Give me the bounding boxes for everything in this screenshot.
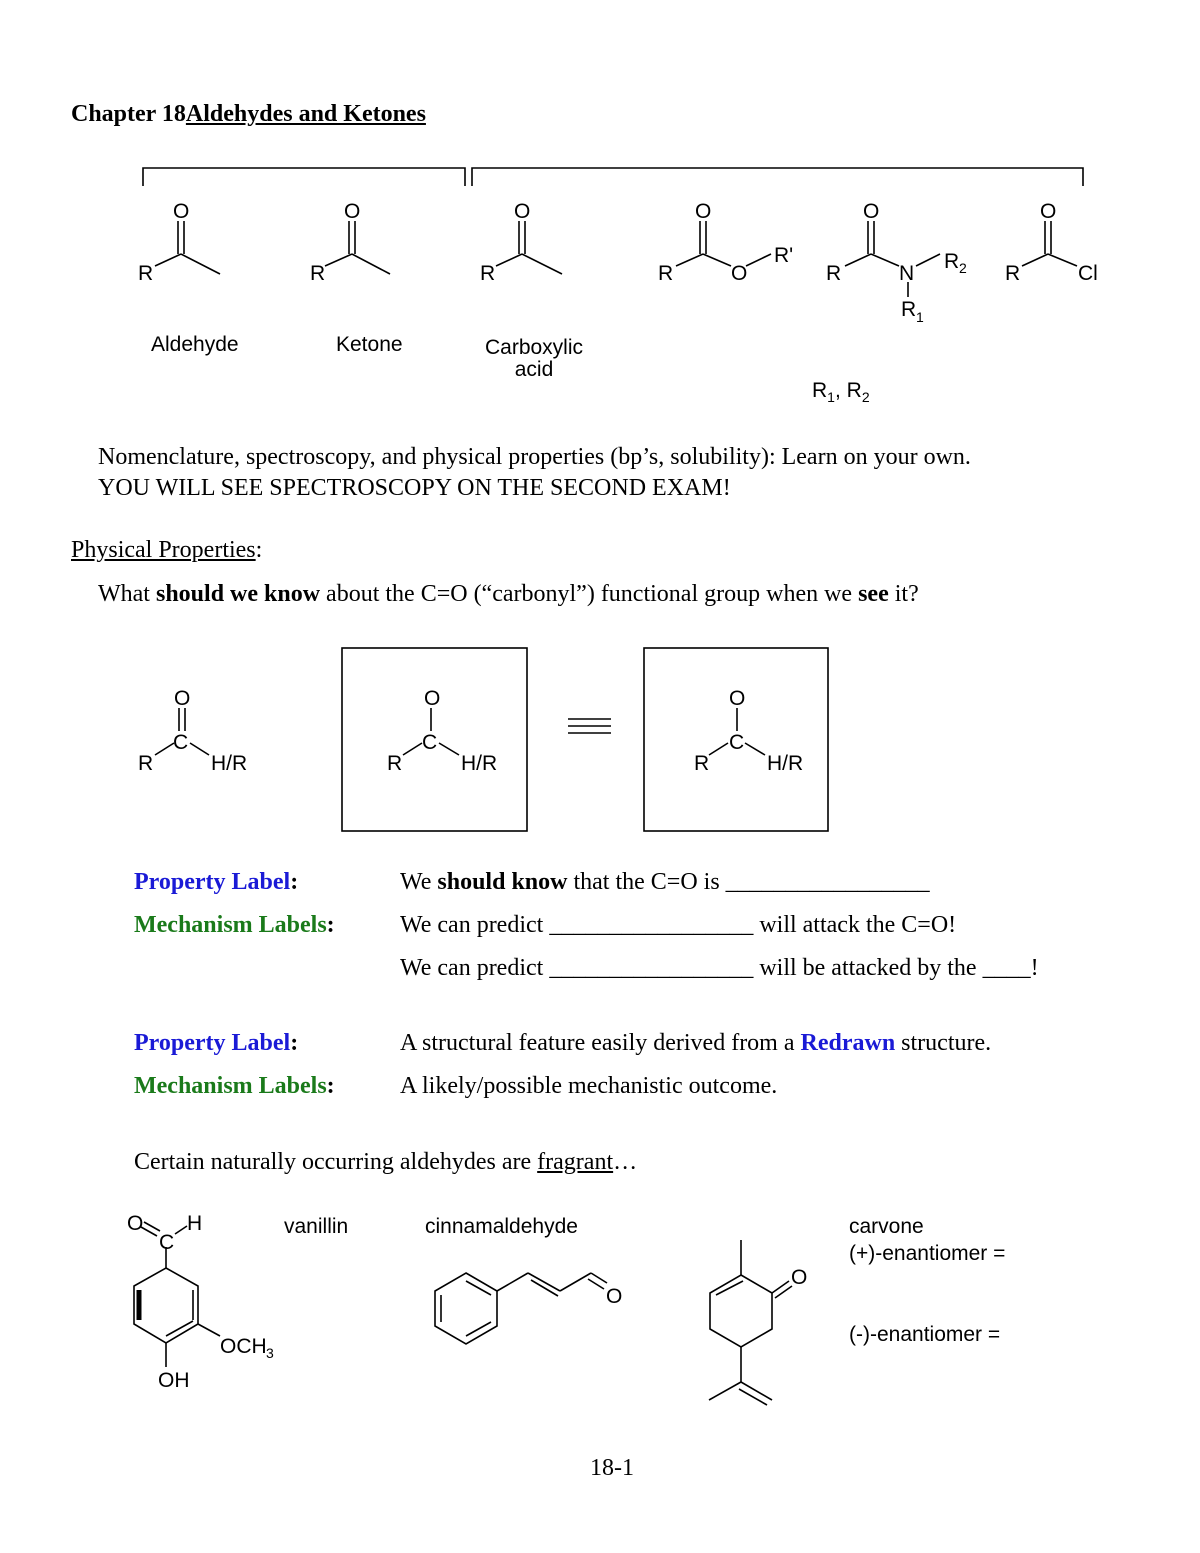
fragrant-part-1: Certain naturally occurring aldehydes are — [134, 1149, 538, 1175]
physical-properties-heading — [71, 537, 262, 564]
svg-text:R: R — [1005, 262, 1021, 285]
svg-text:R: R — [944, 250, 960, 273]
property-definition — [400, 1030, 991, 1057]
svg-text:R: R — [658, 262, 674, 285]
ester-structure — [676, 221, 771, 266]
intro-line-2: YOU WILL SEE SPECTROSCOPY ON THE SECOND EXAM! — [98, 475, 731, 501]
svg-text:R: R — [138, 262, 154, 285]
mechanism-label-1-colon: : — [326, 912, 335, 938]
carboxylic-acid-label — [478, 336, 590, 382]
svg-text:O: O — [514, 200, 531, 223]
svg-text:H/R: H/R — [767, 752, 804, 775]
acid-chloride-structure — [1022, 221, 1077, 266]
svg-text:O: O — [695, 200, 712, 223]
ketone-structure — [325, 221, 390, 274]
physical-properties-heading-colon: : — [255, 537, 263, 563]
property-label-1 — [134, 869, 298, 896]
svg-text:C: C — [159, 1231, 175, 1254]
svg-text:1: 1 — [916, 309, 924, 325]
equivalence-sign — [568, 719, 611, 733]
bracket-right — [472, 168, 1083, 186]
fragrant-underlined: fragrant — [537, 1149, 614, 1175]
r1-r2-label: $R_1$, $R_2$ — [812, 379, 870, 406]
fragrant-sentence — [134, 1149, 637, 1176]
svg-text:O: O — [729, 687, 746, 710]
svg-text:R: R — [826, 262, 842, 285]
svg-text:OCH: OCH — [220, 1335, 267, 1358]
svg-text:H/R: H/R — [461, 752, 498, 775]
svg-text:H/R: H/R — [211, 752, 248, 775]
plus-enantiomer-label: (+)-enantiomer = — [849, 1242, 1006, 1265]
property-definition-part-1: A structural feature easily derived from a — [400, 1030, 801, 1056]
svg-text:O: O — [173, 200, 190, 223]
svg-text:R: R — [138, 752, 154, 775]
svg-text:3: 3 — [266, 1345, 274, 1361]
carbonyl-question — [98, 581, 919, 608]
property-label-2-colon: : — [290, 1030, 299, 1056]
question-part-3: it? — [888, 581, 919, 607]
page-number: 18-1 — [590, 1455, 634, 1481]
property-label-1-text: Property Label — [134, 869, 291, 895]
carboxylic-acid-label-line2: acid — [514, 358, 554, 381]
property-definition-part-2: structure. — [895, 1030, 992, 1056]
svg-text:N: N — [899, 262, 915, 285]
svg-text:R': R' — [774, 244, 794, 267]
mechanism-label-2-text: Mechanism Labels — [134, 1073, 327, 1099]
mechanism-label-2-colon: : — [326, 1073, 335, 1099]
question-part-2: about the C=O (“carbonyl”) functional group when we — [320, 581, 859, 607]
svg-text:R: R — [694, 752, 710, 775]
chapter-number: Chapter 18 — [71, 101, 186, 127]
svg-text:O: O — [424, 687, 441, 710]
cinnamaldehyde-label: cinnamaldehyde — [425, 1215, 578, 1238]
mechanism-row-1: We can predict _________________ will attack the C=O! — [400, 912, 957, 938]
svg-text:OH: OH — [158, 1369, 190, 1392]
chapter-topic: Aldehydes and Ketones — [185, 101, 426, 127]
svg-text:C: C — [729, 731, 745, 754]
mechanism-row-2: We can predict _________________ will be attacked by the ____! — [400, 955, 1039, 981]
aldehyde-label: Aldehyde — [151, 333, 239, 356]
svg-text:H: H — [187, 1212, 203, 1235]
property-label-2-text: Property Label — [134, 1030, 291, 1056]
carboxylic-acid-label-line1: Carboxylic — [484, 336, 584, 359]
question-bold-1: should we know — [155, 581, 321, 607]
svg-text:2: 2 — [959, 260, 967, 276]
svg-text:O: O — [1040, 200, 1057, 223]
mechanism-label-1-text: Mechanism Labels — [134, 912, 327, 938]
property-definition-redrawn: Redrawn — [800, 1030, 896, 1056]
svg-text:O: O — [344, 200, 361, 223]
physical-properties-heading-text: Physical Properties — [71, 537, 256, 563]
ketone-label: Ketone — [336, 333, 403, 356]
svg-text:R: R — [901, 298, 917, 321]
row1-bold: should know — [437, 869, 568, 895]
svg-text:O: O — [863, 200, 880, 223]
carvone-label: carvone — [849, 1215, 924, 1238]
svg-text:C: C — [422, 731, 438, 754]
question-part-1: What — [98, 581, 156, 607]
svg-text:O: O — [606, 1285, 623, 1308]
svg-text:O: O — [791, 1266, 808, 1289]
cinnamaldehyde-structure — [435, 1273, 607, 1344]
svg-text:R: R — [480, 262, 496, 285]
amide-structure — [845, 221, 940, 297]
carboxylic-acid-structure — [496, 221, 562, 274]
intro-line-1: Nomenclature, spectroscopy, and physical properties (bp’s, solubility): Learn on your own. — [98, 444, 971, 470]
mechanism-definition: A likely/possible mechanistic outcome. — [400, 1073, 778, 1099]
atom-labels — [127, 200, 1098, 1392]
aldehyde-structure — [155, 221, 220, 274]
property-row-1 — [400, 869, 930, 896]
property-label-2 — [134, 1030, 298, 1057]
row1-part-2: that the C=O is _________________ — [567, 869, 930, 895]
mechanism-label-2 — [134, 1073, 335, 1100]
svg-text:Cl: Cl — [1078, 262, 1098, 285]
svg-text:R: R — [387, 752, 403, 775]
minus-enantiomer-label: (-)-enantiomer = — [849, 1323, 1001, 1346]
carvone-structure — [709, 1240, 792, 1405]
vanillin-structure — [134, 1222, 220, 1367]
fragrant-part-2: … — [613, 1149, 638, 1175]
svg-text:O: O — [731, 262, 748, 285]
svg-text:C: C — [173, 731, 189, 754]
vanillin-label: vanillin — [284, 1215, 349, 1238]
question-bold-2: see — [858, 581, 889, 607]
bracket-left — [143, 168, 465, 186]
svg-text:O: O — [174, 687, 191, 710]
mechanism-label-1 — [134, 912, 335, 939]
row1-part-1: We — [400, 869, 438, 895]
svg-text:O: O — [127, 1212, 144, 1235]
property-label-1-colon: : — [290, 869, 299, 895]
svg-text:R: R — [310, 262, 326, 285]
